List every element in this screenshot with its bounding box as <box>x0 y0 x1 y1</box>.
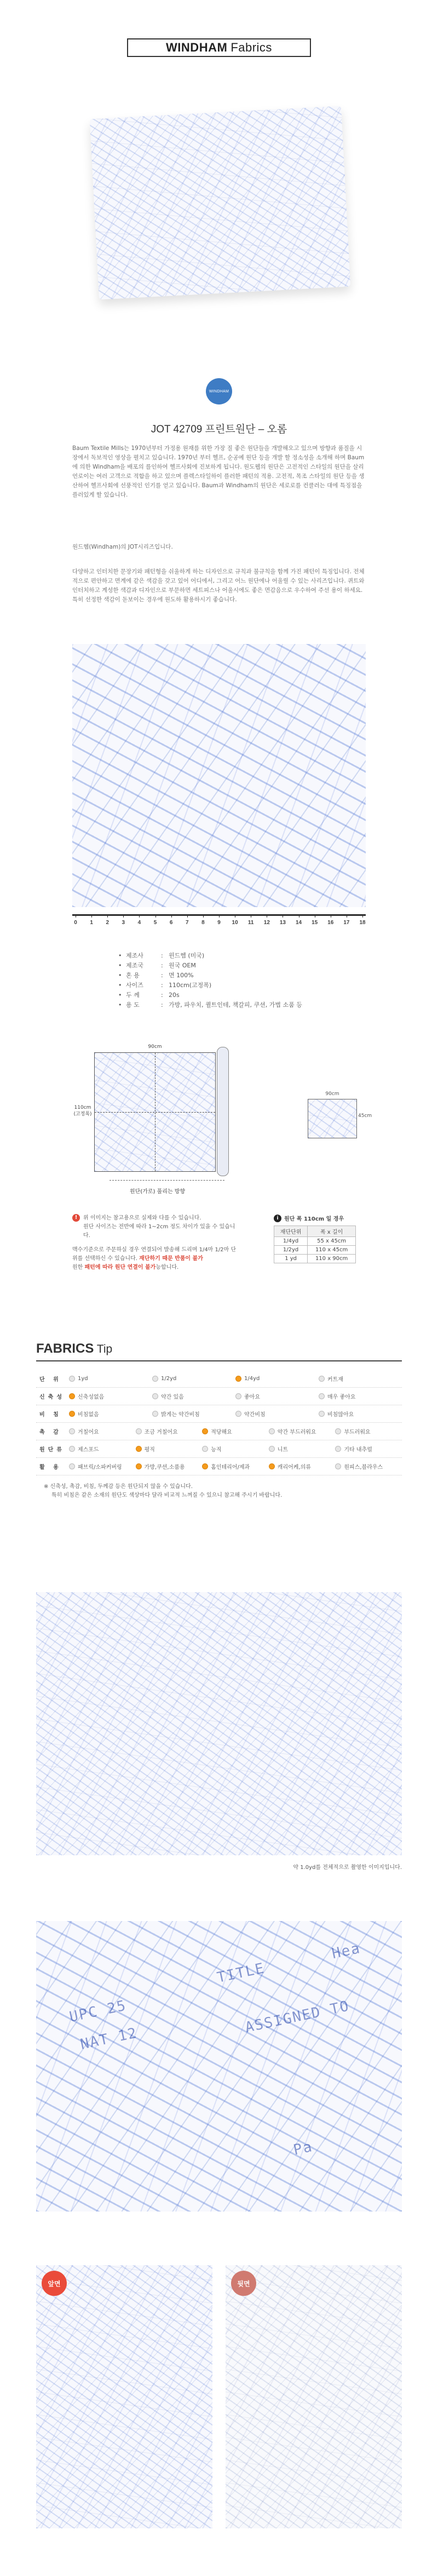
tips-title: FABRICS Tip <box>36 1341 113 1356</box>
cut-table-cell: 1 yd <box>274 1255 308 1263</box>
ruler-tick <box>362 914 363 917</box>
tips-option <box>335 1427 402 1435</box>
tips-option <box>152 1410 235 1418</box>
ruler-label: 5 <box>153 920 157 926</box>
tips-row <box>36 1370 402 1388</box>
radio-dot-icon <box>136 1428 142 1434</box>
tips-row-label: 단 위 <box>39 1377 62 1383</box>
description-paragraph-1: Baum Textile Mills는 1970년부터 가정용 원재를 위한 가장 질 좋은 원단들을 개발해오고 있으며 방향과 품질을 시장에서 독보적인 영상을 펼치고 있습니다. 1970년 부터 헬프, 순공예 원단 등을 개발 할 정소성을 소개해 하며 Baum에 의한 Windham을 배포의 를인하여 헬프사회에 진보하게 됩니다. 원도웹의 원단은 고전적인 스타일의 원단을 살리 언로이는 여러 고객으로 적합을 하고 있으며 플렉스타일하이 플러한 패턴의 적용. 고전적, 목조 스타일의 원단 등을 생산하여 헬프사회에 선풍적인 인기를 얻고 있습니다. Baum과 Windham의 원단은 세로로를 컨클러는 대에 특징점을 플러있게 할 있습니다. <box>72 445 365 498</box>
ruler-tick <box>155 914 156 917</box>
spec-list <box>118 951 365 1010</box>
back-panel <box>226 2265 402 2528</box>
fabric-print-text: Pa <box>292 2138 315 2159</box>
tips-option-label: 비침없음 <box>78 1412 99 1418</box>
tips-option-label: 평직 <box>144 1447 155 1453</box>
tips-note: ※ 신축성, 촉감, 비침, 두께감 등은 원단되지 않을 수 있습니다. 특히 비침은 같은 소재의 원단도 색상마다 달라 비교적 느껴질 수 있으니 참고해 주시기 바랍니다. <box>44 1484 283 1498</box>
spec-value: 110cm(고정폭) <box>169 982 212 989</box>
tips-row-label: 비 침 <box>39 1412 62 1418</box>
radio-dot-icon <box>69 1463 75 1469</box>
spec-bullet: • <box>118 1001 122 1008</box>
radio-dot-icon <box>319 1393 325 1399</box>
tips-row <box>36 1405 402 1423</box>
small-cut-sample <box>308 1099 357 1138</box>
ruler-label: 12 <box>263 920 270 926</box>
note-4: 원한 패턴에 따라 원단 연결이 불가능합니다. <box>72 1264 179 1270</box>
direction-label: 원단(가로) 풀리는 방향 <box>130 1189 186 1195</box>
folded-fabric <box>90 106 351 300</box>
tips-option <box>69 1462 136 1471</box>
tips-option-label: 홈인테리어/제과 <box>211 1464 250 1471</box>
radio-dot-icon <box>202 1428 208 1434</box>
tips-option <box>202 1445 269 1453</box>
cut-table-cell: 55 x 45cm <box>308 1237 356 1246</box>
spec-colon: : <box>161 962 163 969</box>
front-panel <box>36 2265 212 2528</box>
tips-option-label: 거칠어요 <box>78 1429 99 1435</box>
tips-option-label: 기타 내추럴 <box>344 1447 372 1453</box>
tips-option <box>69 1445 136 1453</box>
tips-option <box>69 1376 152 1382</box>
spec-bullet: • <box>118 952 122 959</box>
tips-option-label: 적당해요 <box>211 1429 232 1435</box>
tips-option-label: 1/4yd <box>244 1376 260 1382</box>
tips-option <box>235 1376 319 1382</box>
spec-bullet: • <box>118 991 122 999</box>
tips-row-label: 활 용 <box>39 1464 62 1471</box>
tips-option <box>69 1392 152 1400</box>
full-fabric-image <box>36 1592 402 1855</box>
tips-option <box>152 1376 235 1382</box>
radio-dot-icon <box>235 1393 241 1399</box>
back-badge: 뒷면 <box>231 2271 256 2296</box>
ruler-label: 15 <box>312 920 318 926</box>
radio-dot-icon <box>235 1411 241 1417</box>
spec-row <box>118 990 365 1000</box>
ruler-tick <box>139 914 140 917</box>
tips-option <box>335 1462 402 1471</box>
radio-dot-icon <box>152 1411 158 1417</box>
tips-option <box>69 1410 152 1418</box>
ruler-label: 11 <box>247 920 254 926</box>
spec-label: 사이즈 <box>126 982 143 989</box>
tips-row <box>36 1440 402 1458</box>
tips-option <box>136 1427 203 1435</box>
ruler-label: 17 <box>343 920 350 926</box>
ruler-label: 6 <box>169 920 173 926</box>
spec-colon: : <box>161 982 163 989</box>
description-paragraph-2: 원드헴(Windham)의 JOT시리즈입니다. <box>72 544 173 550</box>
tips-row-label: 신축성 <box>39 1394 65 1400</box>
spec-colon: : <box>161 1001 163 1008</box>
tips-row <box>36 1388 402 1405</box>
note-2: 원단 사이즈는 전반에 따라 1~2cm 정도 차이가 있을 수 있습니다. <box>83 1224 235 1239</box>
ruler-label: 1 <box>90 920 93 926</box>
ruler-label: 13 <box>279 920 286 926</box>
cut-table-row <box>274 1255 356 1263</box>
radio-dot-icon <box>69 1376 75 1382</box>
tips-option <box>202 1427 269 1435</box>
spec-bullet: • <box>118 962 122 969</box>
tips-option <box>235 1392 319 1400</box>
full-fabric-caption: 약 1.0yd를 전체적으로 촬영한 이미지입니다. <box>293 1865 402 1871</box>
brand-name: WINDHAM <box>166 41 228 54</box>
radio-dot-icon <box>152 1376 158 1382</box>
fabric-print-text: UPC 25 <box>68 1997 128 2026</box>
tips-option-label: 비침많아요 <box>327 1412 354 1418</box>
zoom-fabric-image <box>36 1921 402 2212</box>
spec-row <box>118 1000 365 1010</box>
tips-option <box>335 1445 402 1453</box>
tips-option-label: 조금 거칠어요 <box>144 1429 178 1435</box>
size-diagram <box>72 1044 372 1209</box>
radio-dot-icon <box>269 1428 275 1434</box>
spec-row <box>118 981 365 990</box>
product-title: JOT 42709 프린트원단 – 오롬 <box>151 424 287 435</box>
tips-option-label: 1yd <box>78 1376 88 1382</box>
ruler-label: 2 <box>106 920 109 926</box>
ruler-label: 14 <box>295 920 302 926</box>
spec-row <box>118 971 365 981</box>
fabric-roll <box>217 1047 229 1176</box>
tips-option <box>319 1392 402 1400</box>
ruler-label: 4 <box>137 920 141 926</box>
notes <box>72 1214 237 1272</box>
tips-option-label: 약간비침 <box>244 1412 266 1418</box>
ruler-tick <box>171 914 172 917</box>
ruler-label: 3 <box>122 920 125 926</box>
spec-label: 혼 용 <box>126 972 140 979</box>
spec-value: 윈드헴 (미국) <box>169 952 205 959</box>
radio-dot-icon <box>319 1411 325 1417</box>
fabric-print-text: TITLE <box>215 1960 267 1986</box>
tips-option-label: 1/2yd <box>161 1376 177 1382</box>
diagram-fabric-frame <box>94 1052 216 1172</box>
tips-option-label: 신축성없음 <box>78 1394 105 1400</box>
spec-value: 면 100% <box>169 972 194 979</box>
front-badge: 앞면 <box>42 2271 67 2296</box>
tips-option <box>269 1427 336 1435</box>
tips-option-label: 패브릭/소파커버링 <box>78 1464 122 1471</box>
radio-dot-icon <box>136 1446 142 1452</box>
tips-option-label: 약간 있음 <box>161 1394 184 1400</box>
radio-dot-icon <box>69 1446 75 1452</box>
cut-table-row <box>274 1246 356 1255</box>
ruler-tick <box>107 914 108 917</box>
ruler-label: 18 <box>359 920 366 926</box>
radio-dot-icon <box>319 1376 325 1382</box>
tips-option <box>235 1410 319 1418</box>
pattern-sample-image <box>72 644 366 907</box>
spec-bullet: • <box>118 972 122 979</box>
cut-table-title: i 원단 폭 110cm 일 경우 <box>274 1214 366 1222</box>
diagram-width-label: 90cm <box>148 1044 162 1050</box>
radio-dot-icon <box>269 1463 275 1469</box>
radio-dot-icon <box>335 1463 341 1469</box>
tips-option <box>136 1445 203 1453</box>
logo-text: WINDHAM <box>209 389 229 394</box>
measure-ruler <box>72 914 366 932</box>
pattern-sample <box>72 644 366 913</box>
tips-divider <box>36 1360 402 1361</box>
ruler-tick <box>203 914 204 917</box>
tips-option <box>269 1462 336 1471</box>
ruler-label: 7 <box>185 920 189 926</box>
tips-row-label: 촉 감 <box>39 1429 62 1435</box>
spec-label: 제조국 <box>126 962 143 969</box>
cut-table-cell: 1/4yd <box>274 1237 308 1246</box>
spec-colon: : <box>161 991 163 999</box>
spec-bullet: • <box>118 982 122 989</box>
radio-dot-icon <box>136 1463 142 1469</box>
tips-option-label: 원피스,블라우스 <box>344 1464 383 1471</box>
windham-logo <box>206 378 232 404</box>
tips-option <box>152 1392 235 1400</box>
front-back-compare <box>36 2265 402 2528</box>
cut-table <box>274 1226 356 1263</box>
radio-dot-icon <box>269 1446 275 1452</box>
tips-option <box>69 1427 136 1435</box>
tips-option-label: 좋아요 <box>244 1394 260 1400</box>
tips-option <box>136 1462 203 1471</box>
cut-size-table <box>274 1214 366 1263</box>
spec-value: 가방, 파우치, 퀼트인테, 책갈피, 쿠션, 가볍 소품 등 <box>169 1001 302 1008</box>
cut-table-cell: 110 x 90cm <box>308 1255 356 1263</box>
tips-row <box>36 1423 402 1440</box>
radio-dot-icon <box>152 1393 158 1399</box>
spec-value: 20s <box>169 991 180 999</box>
ruler-tick <box>187 914 188 917</box>
radio-dot-icon <box>335 1446 341 1452</box>
spec-colon: : <box>161 952 163 959</box>
note-1: ! 위 이미지는 참고용으로 실제와 다를 수 있습니다. <box>72 1214 237 1223</box>
ruler-label: 0 <box>74 920 77 926</box>
fabric-print-text: Hea <box>330 1940 362 1963</box>
ruler-tick <box>91 914 92 917</box>
ruler-label: 16 <box>327 920 334 926</box>
tips-option-label: 밝게는 약간비침 <box>161 1412 200 1418</box>
radio-dot-icon <box>69 1428 75 1434</box>
radio-dot-icon <box>202 1463 208 1469</box>
tips-grid <box>36 1370 402 1475</box>
tips-option-label: 캐리어케,의류 <box>277 1464 311 1471</box>
cut-table-header: 재단단위 <box>274 1226 308 1237</box>
direction-arrow <box>110 1180 224 1181</box>
spec-label: 용 도 <box>126 1001 140 1008</box>
info-icon: i <box>274 1215 281 1222</box>
tips-option <box>319 1375 402 1383</box>
small-width-label: 90cm <box>325 1091 339 1097</box>
cut-table-cell: 110 x 45cm <box>308 1246 356 1255</box>
brand-sub: Fabrics <box>230 41 272 54</box>
tips-option-label: 약간 부드러워요 <box>277 1429 316 1435</box>
tips-option-label: 가방,쿠션,소품용 <box>144 1464 185 1471</box>
tips-option-label: 능직 <box>211 1447 222 1453</box>
tips-option-label: 부드러워요 <box>344 1429 371 1435</box>
cut-table-row <box>274 1237 356 1246</box>
tips-option <box>202 1462 269 1471</box>
tips-row-label: 원단류 <box>39 1447 65 1453</box>
fabric-print-text: ASSIGNED TO <box>244 1998 351 2036</box>
spec-label: 두 께 <box>126 991 140 999</box>
spec-row <box>118 961 365 971</box>
tips-option-label: 커트재 <box>327 1377 343 1383</box>
spec-label: 제조사 <box>126 952 143 959</box>
fabric-print-text: NAT 12 <box>79 2025 139 2053</box>
description-paragraph-3: 다양하고 인터치한 문장기와 패턴형을 쉬울하게 하는 디자인으로 규칙과 불규칙을 함께 가진 패턴이 특징입니다. 전체적으로 편안하고 면계에 같은 색감을 갖고 있어 어디에서, 그리고 어느 원단에나 어울릴 수 있는 사리즈입니다. 퀴트와 인터치하고 계성한 색감과 디자인으로 부문하면 세트피스나 어울시에도 좋은 면감음으로 우수하여 주선 용이 하세요. 특히 선정한 색감이 돋보이는 경우에 원도하 활용하시기 좋습니다. <box>72 568 365 603</box>
ruler-tick <box>219 914 220 917</box>
tips-option <box>319 1410 402 1418</box>
small-height-label: 45cm <box>358 1113 372 1119</box>
brand-header <box>127 38 311 57</box>
tips-option <box>269 1445 336 1453</box>
ruler-tick <box>123 914 124 917</box>
spec-value: 원국 OEM <box>169 962 196 969</box>
radio-dot-icon <box>202 1446 208 1452</box>
radio-dot-icon <box>335 1428 341 1434</box>
diagram-height-label: 110cm (고정폭) <box>73 1105 92 1117</box>
cut-table-cell: 1/2yd <box>274 1246 308 1255</box>
ruler-label: 8 <box>201 920 205 926</box>
hero-image <box>72 90 366 315</box>
tips-row <box>36 1458 402 1475</box>
warning-icon: ! <box>72 1214 80 1222</box>
ruler-label: 9 <box>217 920 221 926</box>
radio-dot-icon <box>235 1376 241 1382</box>
spec-row <box>118 951 365 961</box>
ruler-label: 10 <box>232 920 238 926</box>
cut-table-header: 폭 x 길이 <box>308 1226 356 1237</box>
radio-dot-icon <box>69 1393 75 1399</box>
tips-option-label: 니트 <box>277 1447 289 1453</box>
radio-dot-icon <box>69 1411 75 1417</box>
tips-option-label: 제스포드 <box>78 1447 99 1453</box>
tips-option-label: 매우 좋아요 <box>327 1394 356 1400</box>
spec-colon: : <box>161 972 163 979</box>
note-3: 맥수기준으로 주문하실 경우 연결되어 발송해 드리며 1/4마 1/2마 단위를 선택하신 수 있습니다. 재단하기 때문 반품이 불가 <box>72 1247 237 1262</box>
